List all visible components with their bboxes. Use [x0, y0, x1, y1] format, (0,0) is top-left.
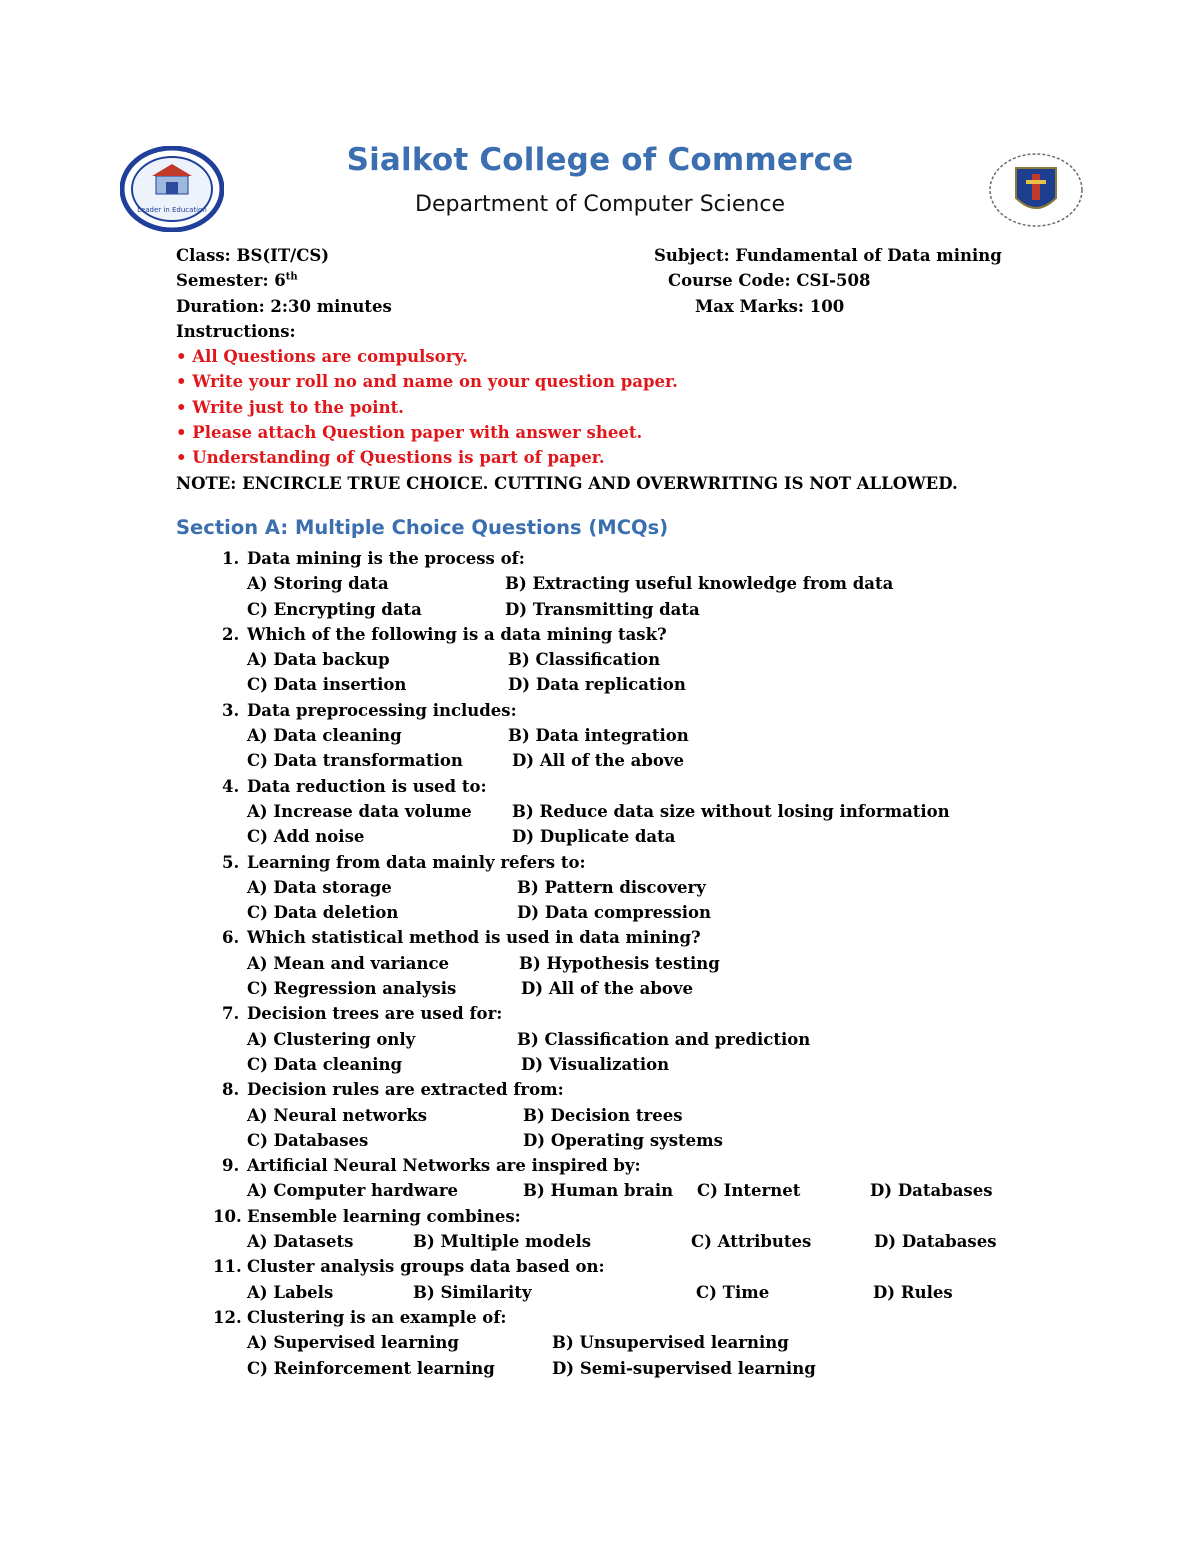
answer-option[interactable]: A) Clustering only [247, 1029, 416, 1049]
question-line [0, 1001, 1200, 1026]
question-text: Cluster analysis groups data based on: [247, 1257, 605, 1277]
instruction-item: • All Questions are compulsory. [176, 347, 468, 367]
question-line [0, 1077, 1200, 1102]
question-text: Data preprocessing includes: [247, 700, 517, 720]
answer-option[interactable]: B) Classification [508, 650, 661, 670]
answer-option[interactable]: C) Time [696, 1282, 770, 1302]
option-row [0, 799, 1200, 824]
option-row [0, 1229, 1200, 1254]
question-line [0, 698, 1200, 723]
answer-option[interactable]: A) Storing data [247, 574, 389, 594]
question-line [0, 925, 1200, 950]
course-code-label: Course Code: CSI-508 [668, 271, 871, 291]
option-row [0, 571, 1200, 596]
info-row-duration [176, 294, 1036, 319]
answer-option[interactable]: B) Similarity [413, 1282, 532, 1302]
question-text: Decision rules are extracted from: [247, 1080, 564, 1100]
answer-option[interactable]: D) Operating systems [523, 1130, 723, 1150]
question-number: 9. [222, 1156, 240, 1176]
note-text: NOTE: ENCIRCLE TRUE CHOICE. CUTTING AND OVERWRITING IS NOT ALLOWED. [176, 473, 958, 493]
answer-option[interactable]: A) Increase data volume [247, 801, 472, 821]
college-title: Sialkot College of Commerce [346, 142, 854, 178]
question-text: Which of the following is a data mining task? [247, 624, 667, 644]
question-line [0, 774, 1200, 799]
subject-label: Subject: Fundamental of Data mining [654, 246, 1002, 265]
question-line [0, 622, 1200, 647]
answer-option[interactable]: B) Human brain [523, 1181, 674, 1201]
answer-option[interactable]: C) Internet [697, 1181, 801, 1201]
answer-option[interactable]: D) Data compression [517, 903, 712, 923]
answer-option[interactable]: B) Unsupervised learning [552, 1333, 789, 1353]
option-row [0, 1103, 1200, 1128]
option-row [0, 1027, 1200, 1052]
answer-option[interactable]: D) Duplicate data [512, 827, 676, 847]
option-row [0, 1356, 1200, 1381]
instruction-item: • Write just to the point. [176, 397, 404, 417]
max-marks-label: Max Marks: 100 [695, 296, 845, 316]
question-number: 3. [222, 700, 240, 720]
question-text: Which statistical method is used in data mining? [247, 928, 701, 948]
option-row [0, 976, 1200, 1001]
question-number: 11. [213, 1257, 242, 1277]
answer-option[interactable]: C) Data cleaning [247, 1054, 403, 1074]
option-row [0, 1178, 1200, 1203]
answer-option[interactable]: C) Data transformation [247, 751, 463, 771]
question-number: 5. [222, 852, 240, 872]
option-row [0, 875, 1200, 900]
question-number: 8. [222, 1080, 240, 1100]
answer-option[interactable]: D) Rules [873, 1282, 953, 1302]
department-name: Department of Computer Science [415, 192, 785, 217]
answer-option[interactable]: C) Encrypting data [247, 599, 422, 619]
answer-option[interactable]: D) Data replication [508, 675, 686, 695]
question-text: Artificial Neural Networks are inspired by: [247, 1156, 641, 1176]
answer-option[interactable]: C) Data insertion [247, 675, 407, 695]
question-number: 10. [213, 1206, 242, 1226]
answer-option[interactable]: A) Data cleaning [247, 726, 402, 746]
question-text: Data reduction is used to: [247, 776, 487, 796]
option-row [0, 723, 1200, 748]
answer-option[interactable]: A) Mean and variance [247, 953, 449, 973]
question-text: Learning from data mainly refers to: [247, 852, 586, 872]
question-line [0, 1305, 1200, 1330]
answer-option[interactable]: D) Transmitting data [505, 599, 700, 619]
answer-option[interactable]: C) Data deletion [247, 903, 399, 923]
answer-option[interactable]: D) All of the above [521, 979, 693, 999]
question-number: 2. [222, 624, 240, 644]
answer-option[interactable]: B) Data integration [508, 726, 689, 746]
instructions-heading: Instructions: [176, 321, 296, 341]
exam-info [176, 243, 1036, 496]
answer-option[interactable]: C) Databases [247, 1130, 369, 1150]
question-number: 4. [222, 776, 240, 796]
answer-option[interactable]: D) Semi-supervised learning [552, 1358, 816, 1378]
option-row [0, 672, 1200, 697]
answer-option[interactable]: C) Reinforcement learning [247, 1358, 495, 1378]
option-row [0, 900, 1200, 925]
answer-option[interactable]: A) Data backup [247, 650, 390, 670]
answer-option[interactable]: D) Databases [874, 1232, 997, 1252]
semester-label: Semester: 6th [176, 271, 298, 291]
question-line [0, 1204, 1200, 1229]
question-number: 12. [213, 1307, 242, 1327]
answer-option[interactable]: B) Decision trees [523, 1105, 683, 1125]
answer-option[interactable]: D) Visualization [521, 1054, 670, 1074]
option-row [0, 951, 1200, 976]
question-text: Ensemble learning combines: [247, 1206, 521, 1226]
svg-text:Leader in Education: Leader in Education [137, 206, 207, 214]
option-row [0, 748, 1200, 773]
answer-option[interactable]: C) Attributes [691, 1232, 812, 1252]
answer-option[interactable]: B) Extracting useful knowledge from data [505, 574, 894, 594]
option-row [0, 824, 1200, 849]
question-line [0, 1254, 1200, 1279]
answer-option[interactable]: B) Reduce data size without losing information [512, 801, 950, 821]
section-a-heading: Section A: Multiple Choice Questions (MCQs) [176, 516, 669, 539]
class-label: Class: BS(IT/CS) [176, 246, 330, 265]
answer-option[interactable]: A) Labels [247, 1282, 334, 1302]
instruction-item: • Please attach Question paper with answer sheet. [176, 423, 643, 443]
option-row [0, 1330, 1200, 1355]
option-row [0, 597, 1200, 622]
answer-option[interactable]: B) Hypothesis testing [519, 953, 720, 973]
answer-option[interactable]: A) Neural networks [247, 1105, 428, 1125]
question-text: Decision trees are used for: [247, 1004, 503, 1024]
instruction-item: • Write your roll no and name on your question paper. [176, 372, 678, 392]
question-line [0, 546, 1200, 571]
question-number: 1. [222, 549, 240, 568]
answer-option[interactable]: A) Computer hardware [247, 1181, 459, 1201]
answer-option[interactable]: B) Pattern discovery [517, 877, 706, 897]
option-row [0, 1280, 1200, 1305]
mcq-list [0, 546, 1200, 1381]
answer-option[interactable]: B) Multiple models [413, 1232, 592, 1252]
answer-option[interactable]: A) Supervised learning [247, 1333, 459, 1353]
info-row-semester [176, 268, 1036, 293]
question-line [0, 850, 1200, 875]
answer-option[interactable]: C) Add noise [247, 827, 365, 847]
duration-label: Duration: 2:30 minutes [176, 296, 392, 316]
question-number: 7. [222, 1004, 240, 1024]
answer-option[interactable]: C) Regression analysis [247, 979, 457, 999]
answer-option[interactable]: D) All of the above [512, 751, 684, 771]
answer-option[interactable]: D) Databases [870, 1181, 993, 1201]
question-line [0, 1153, 1200, 1178]
answer-option[interactable]: A) Data storage [247, 877, 392, 897]
question-text: Clustering is an example of: [247, 1307, 507, 1327]
answer-option[interactable]: B) Classification and prediction [517, 1029, 811, 1049]
info-row-class [176, 243, 1036, 268]
question-text: Data mining is the process of: [247, 549, 525, 568]
option-row [0, 1128, 1200, 1153]
instruction-item: • Understanding of Questions is part of paper. [176, 448, 605, 468]
option-row [0, 1052, 1200, 1077]
question-number: 6. [222, 928, 240, 948]
option-row [0, 647, 1200, 672]
answer-option[interactable]: A) Datasets [247, 1232, 354, 1252]
